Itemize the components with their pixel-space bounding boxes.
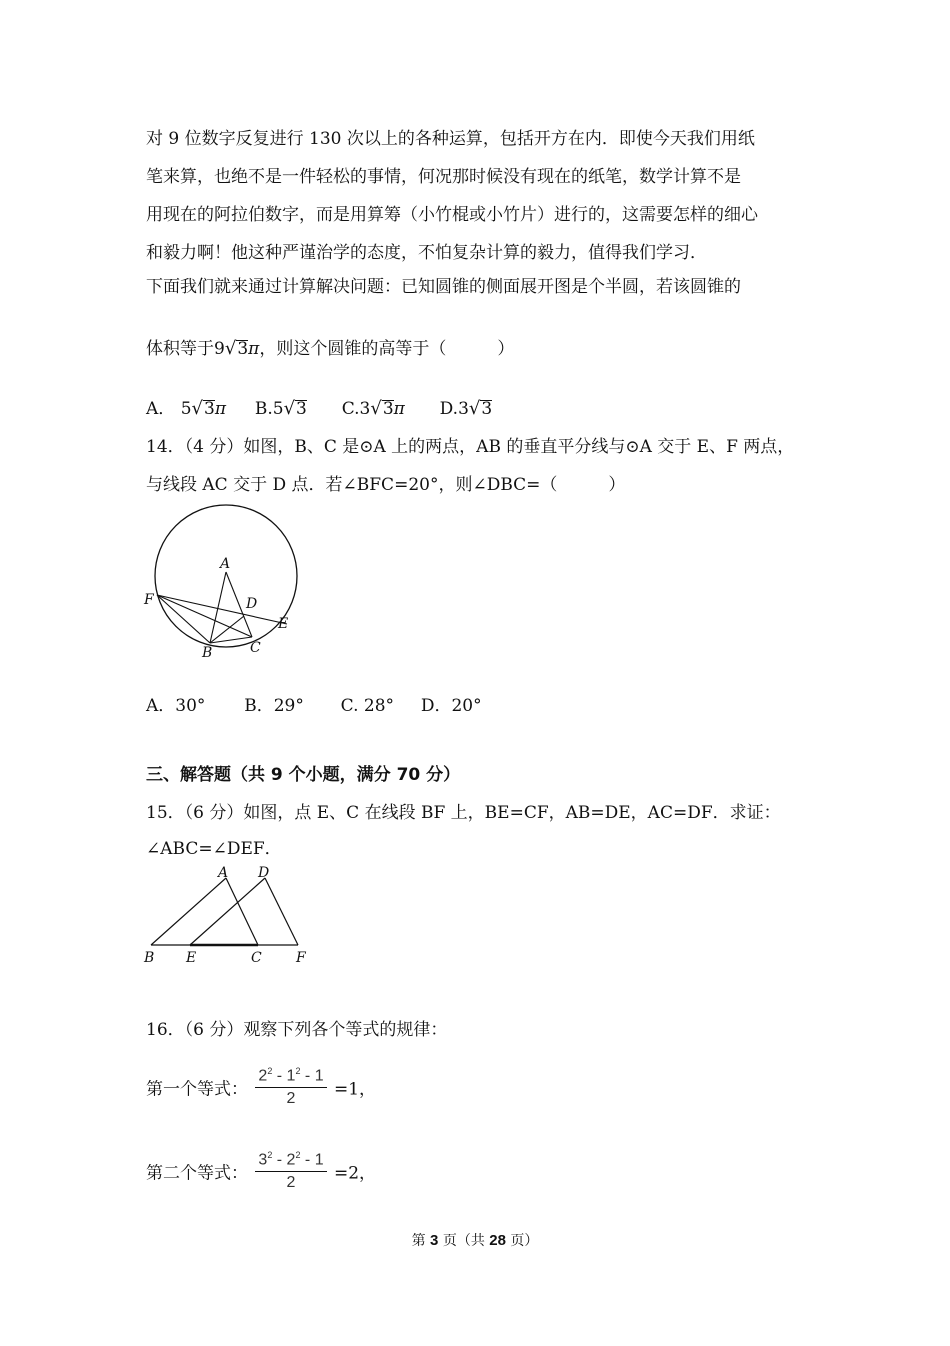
eq2-result: =2， <box>334 1163 377 1184</box>
sqrt-sign: √ <box>224 338 237 359</box>
volume-suffix: ，则这个圆锥的高等于（ ） <box>259 339 515 359</box>
eq2-fraction: $\frac{3^2 - 2^2 - 1}{2}$ <box>255 1150 326 1192</box>
q15-line-1: 15．（6 分）如图，点 E、C 在线段 BF 上，BE=CF，AB=DE，AC=DF．求证： <box>146 803 781 823</box>
intro-line-2: 笔来算，也绝不是一件轻松的事情，何况那时候没有现在的纸笔，数学计算不是 <box>146 167 741 187</box>
intro-line-4: 和毅力啊！他这种严谨治学的态度，不怕复杂计算的毅力，值得我们学习． <box>146 243 707 263</box>
q14-line-2: 与线段 AC 交于 D 点．若∠BFC=20°，则∠DBC=（ ） <box>146 475 626 495</box>
page-number: 3 <box>430 1232 439 1249</box>
q14-option-c: C. 28° <box>340 696 395 716</box>
volume-coef: 9 <box>214 339 225 359</box>
label-b: B <box>202 645 213 661</box>
q15-triangles-figure <box>140 862 320 966</box>
q14-circle-figure <box>140 500 310 665</box>
q14-line-1: 14．（4 分）如图，B、C 是⊙A 上的两点，AB 的垂直平分线与⊙A 交于 E、F 两点， <box>146 437 795 457</box>
q13-option-d: D.3√3 <box>439 398 493 419</box>
volume-statement <box>146 334 514 359</box>
intro-line-5: 下面我们就来通过计算解决问题：已知圆锥的侧面展开图是个半圆，若该圆锥的 <box>146 277 741 297</box>
q16-equation-2 <box>146 1150 376 1192</box>
page-total: 28 <box>489 1232 506 1249</box>
label-f: F <box>296 950 306 966</box>
eq2-label: 第二个等式： <box>146 1163 248 1184</box>
intro-line-1: 对 9 位数字反复进行 130 次以上的各种运算，包括开方在内．即使今天我们用纸 <box>146 129 755 149</box>
label-e: E <box>186 950 197 966</box>
volume-radicand: 3 <box>237 339 249 359</box>
q16-line-1: 16．（6 分）观察下列各个等式的规律： <box>146 1020 448 1040</box>
label-c: C <box>251 950 262 966</box>
volume-pi: π <box>248 339 260 359</box>
label-d: D <box>258 865 270 881</box>
section-3-heading: 三、解答题（共 9 个小题，满分 70 分） <box>146 765 461 785</box>
q13-option-a: A． 5√3π <box>146 398 227 419</box>
q14-option-d: D．20° <box>420 696 482 716</box>
label-b: B <box>144 950 155 966</box>
intro-line-3: 用现在的阿拉伯数字，而是用算筹（小竹棍或小竹片）进行的，这需要怎样的细心 <box>146 205 758 225</box>
eq1-result: =1， <box>334 1079 377 1100</box>
q13-options <box>146 394 492 419</box>
q16-equation-1 <box>146 1066 376 1108</box>
q14-options <box>146 691 482 716</box>
q14-option-b: B．29° <box>244 696 304 716</box>
page-footer: 第 3 页（共 28 页） <box>411 1232 539 1249</box>
q13-option-b: B.5√3 <box>254 398 307 419</box>
label-e: E <box>278 616 289 632</box>
label-f: F <box>144 592 154 608</box>
q15-line-2: ∠ABC=∠DEF． <box>146 839 282 859</box>
volume-prefix: 体积等于 <box>146 339 214 359</box>
q13-option-c: C.3√3π <box>341 398 405 419</box>
label-a: A <box>220 556 231 572</box>
eq1-fraction: $\frac{2^2 - 1^2 - 1}{2}$ <box>255 1066 326 1108</box>
label-c: C <box>250 640 261 656</box>
label-d: D <box>246 596 258 612</box>
label-a: A <box>218 865 229 881</box>
q14-option-a: A．30° <box>146 696 206 716</box>
eq1-label: 第一个等式： <box>146 1079 248 1100</box>
